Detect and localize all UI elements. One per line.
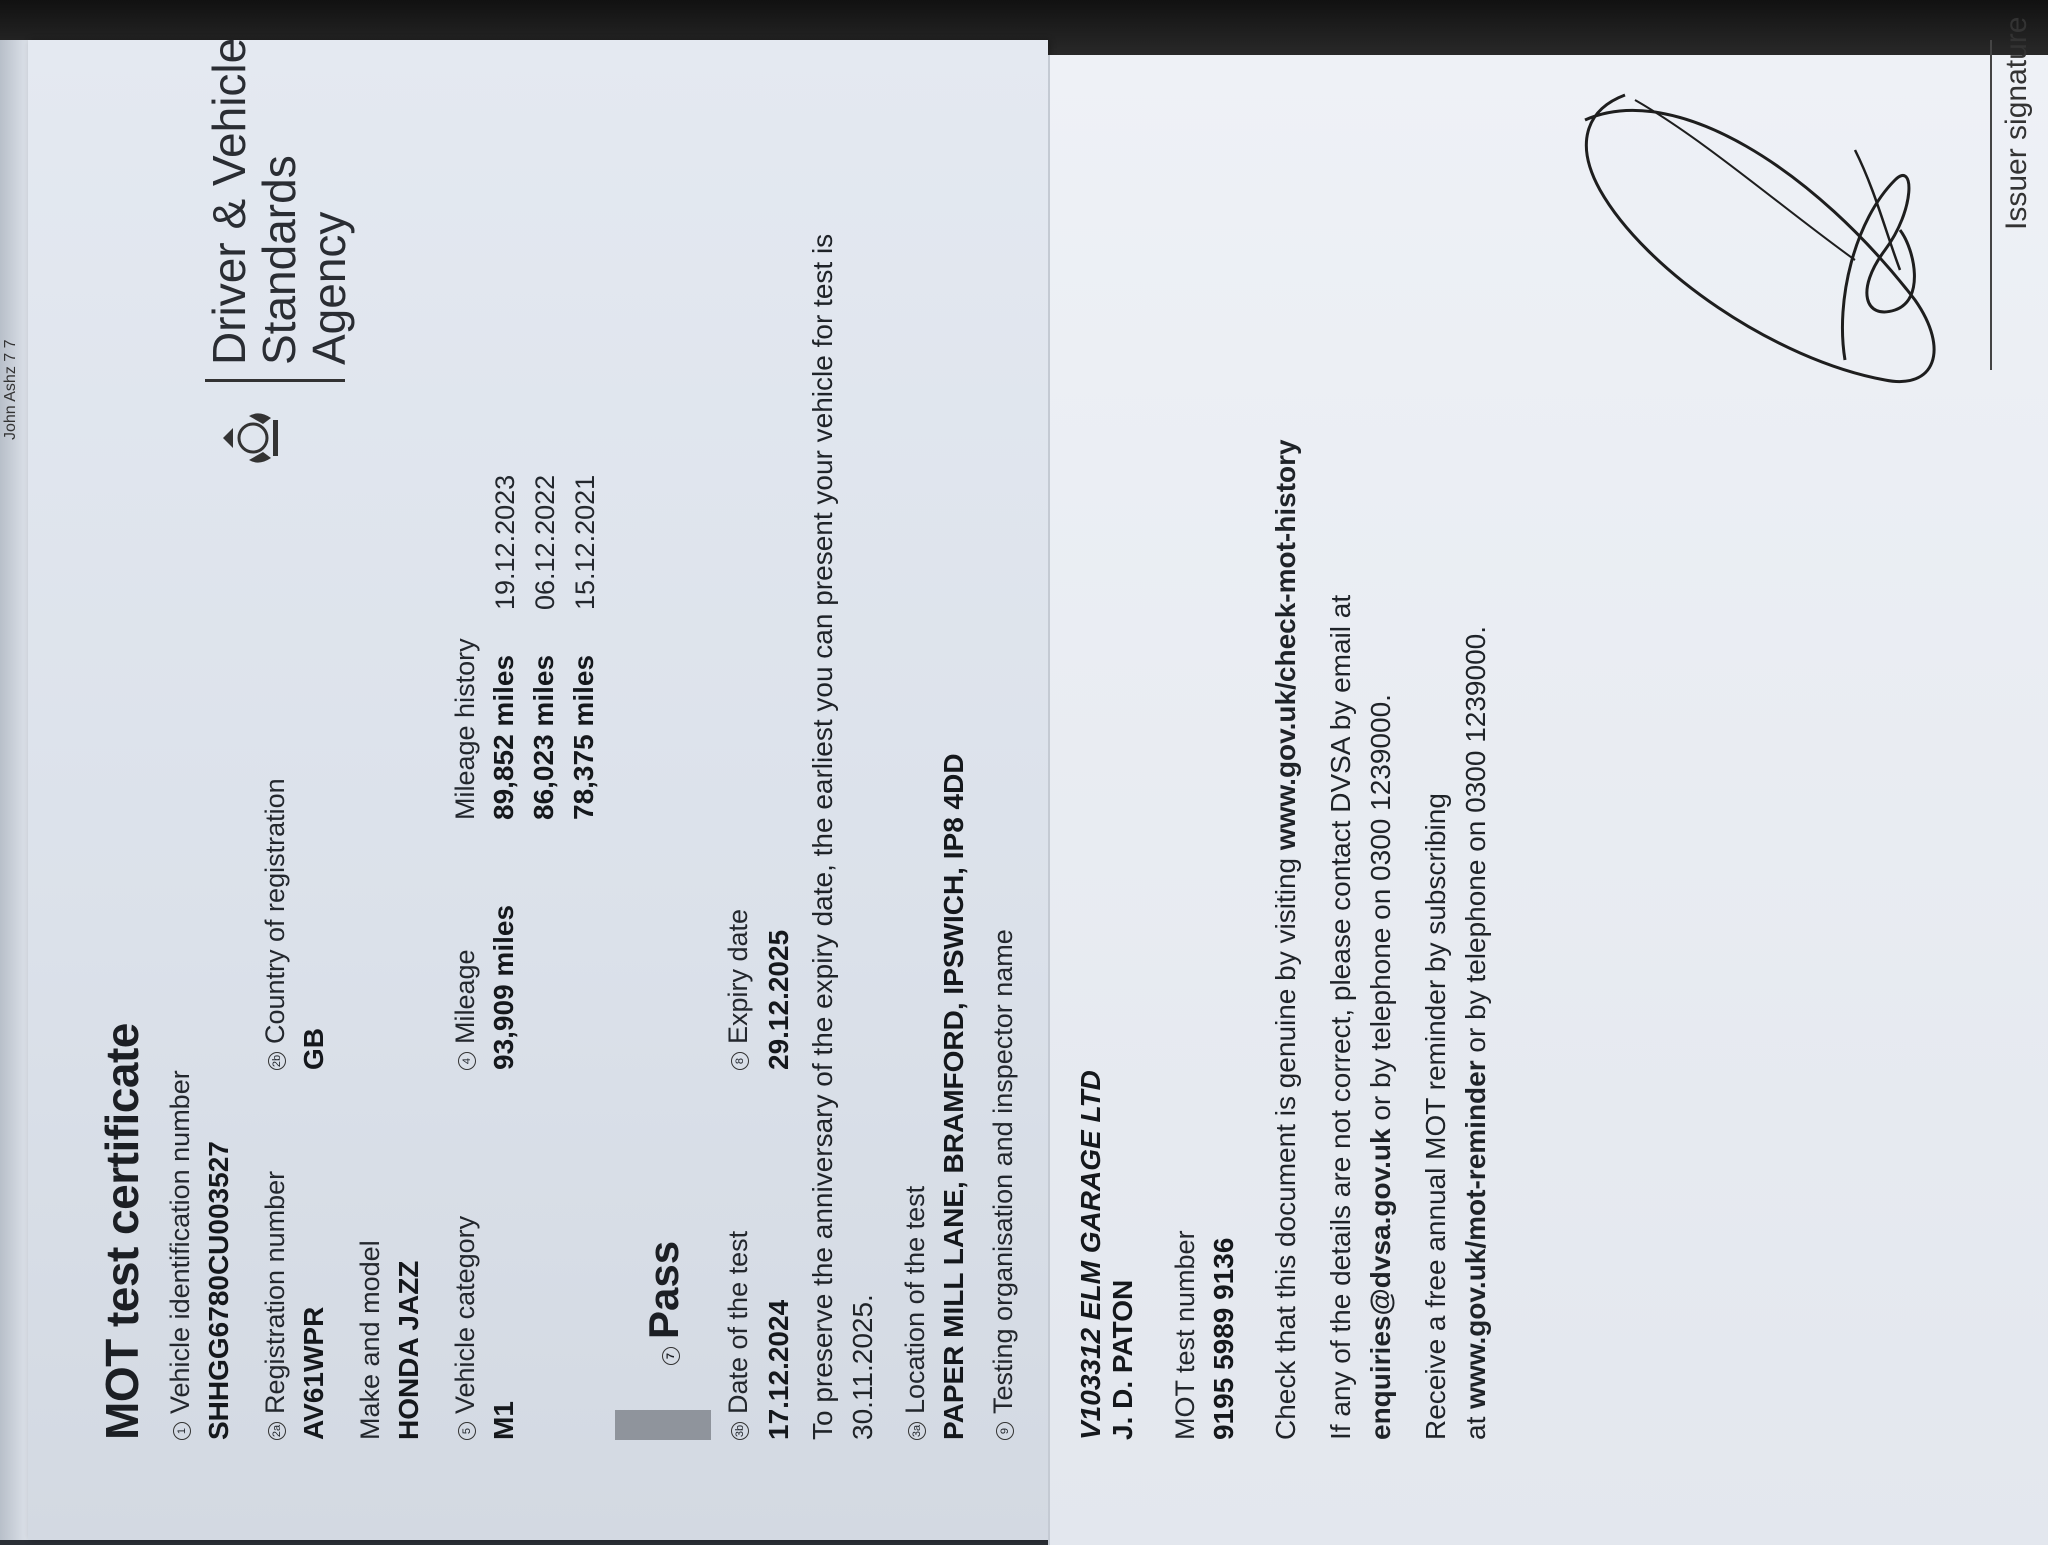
field-number-icon: 1: [173, 1422, 191, 1440]
registration-label: 2aRegistration number: [260, 1171, 291, 1440]
test-number-value: 9195 5989 9136: [1208, 1237, 1239, 1440]
registration-value: AV61WPR: [298, 1306, 329, 1440]
vin-label: 1Vehicle identification number: [165, 1070, 196, 1440]
reminder-text-line2: at www.gov.uk/mot-reminder or by telephone on 0300 1239000.: [1460, 626, 1491, 1440]
history-miles-1: 86,023 miles: [528, 654, 559, 820]
agency-name-line1: Driver & Vehicle: [203, 37, 255, 365]
history-date-0: 19.12.2023: [490, 474, 520, 610]
contact-text-line2: enquiries@dvsa.gov.uk or by telephone on 0300 1239000.: [1365, 694, 1396, 1440]
agency-name-line2: Standards: [253, 155, 305, 365]
organisation-label: 9Testing organisation and inspector name: [988, 929, 1019, 1440]
field-number-icon: 5: [458, 1422, 476, 1440]
inspector-value: J. D. PATON: [1107, 1279, 1138, 1440]
history-date-1: 06.12.2022: [530, 474, 560, 610]
royal-crest-icon: [219, 406, 283, 470]
organisation-value: V103312 ELM GARAGE LTD: [1075, 1070, 1106, 1440]
field-number-icon: 2a: [268, 1422, 286, 1440]
certificate-content-continued: [1075, 20, 1491, 1440]
signature-line: [1990, 40, 1992, 370]
field-number-icon: 3b: [731, 1422, 749, 1440]
field-number-icon: 3a: [908, 1422, 926, 1440]
contact-text-line1: If any of the details are not correct, please contact DVSA by email at: [1325, 594, 1356, 1440]
mot-reminder-link[interactable]: www.gov.uk/mot-reminder: [1460, 1060, 1491, 1409]
field-number-icon: 8: [731, 1052, 749, 1070]
make-model-label: Make and model: [355, 1240, 385, 1440]
field-number-icon: 2b: [268, 1052, 286, 1070]
history-date-2: 15.12.2021: [570, 474, 600, 610]
mileage-history-label: Mileage history: [450, 638, 480, 820]
expiry-label: 8Expiry date: [723, 909, 754, 1070]
underlying-page-edge: [0, 40, 28, 1540]
make-model-value: HONDA JAZZ: [393, 1260, 424, 1440]
mileage-label: 4Mileage: [450, 949, 481, 1070]
country-label: 2bCountry of registration: [260, 778, 291, 1070]
result-value: 7Pass: [640, 1241, 688, 1365]
edge-text-fragment: John Ashz 7 7: [2, 339, 19, 440]
agency-logo: [203, 37, 365, 470]
certificate-title: MOT test certificate: [96, 1023, 148, 1440]
test-date-label: 3bDate of the test: [723, 1231, 754, 1440]
field-number-icon: 9: [996, 1422, 1014, 1440]
anniversary-text-line1: To preserve the anniversary of the expiry date, the earliest you can present your vehicle for test is: [807, 233, 838, 1440]
history-miles-0: 89,852 miles: [488, 654, 519, 820]
location-value: PAPER MILL LANE, BRAMFORD, IPSWICH, IP8 4DD: [938, 753, 969, 1440]
location-label: 3aLocation of the test: [900, 1186, 931, 1440]
expiry-value: 29.12.2025: [763, 929, 794, 1070]
anniversary-text-line2: 30.11.2025.: [847, 1294, 878, 1440]
reminder-text-line1: Receive a free annual MOT reminder by subscribing: [1420, 793, 1451, 1440]
category-value: M1: [488, 1401, 519, 1440]
check-genuine-text: Check that this document is genuine by visiting www.gov.uk/check-mot-history: [1270, 439, 1301, 1440]
test-number-label: MOT test number: [1170, 1230, 1200, 1440]
category-label: 5Vehicle category: [450, 1216, 481, 1440]
field-number-icon: 7: [662, 1347, 680, 1365]
field-number-icon: 4: [458, 1052, 476, 1070]
result-bar: [615, 1410, 711, 1440]
issuer-signature-label: Issuer signature: [2000, 16, 2033, 230]
issuer-signature: [1555, 60, 1955, 430]
check-mot-history-link[interactable]: www.gov.uk/check-mot-history: [1270, 439, 1301, 851]
test-date-value: 17.12.2024: [763, 1299, 794, 1440]
agency-divider: [205, 379, 345, 382]
dvsa-email-link[interactable]: enquiries@dvsa.gov.uk: [1365, 1128, 1396, 1440]
vin-value: SHHGG6780CU003527: [203, 1141, 234, 1440]
history-miles-2: 78,375 miles: [568, 654, 599, 820]
country-value: GB: [298, 1028, 329, 1070]
mileage-value: 93,909 miles: [488, 904, 519, 1070]
issuer-signature-caption: [2000, 0, 2040, 230]
agency-name-line3: Agency: [303, 211, 355, 365]
